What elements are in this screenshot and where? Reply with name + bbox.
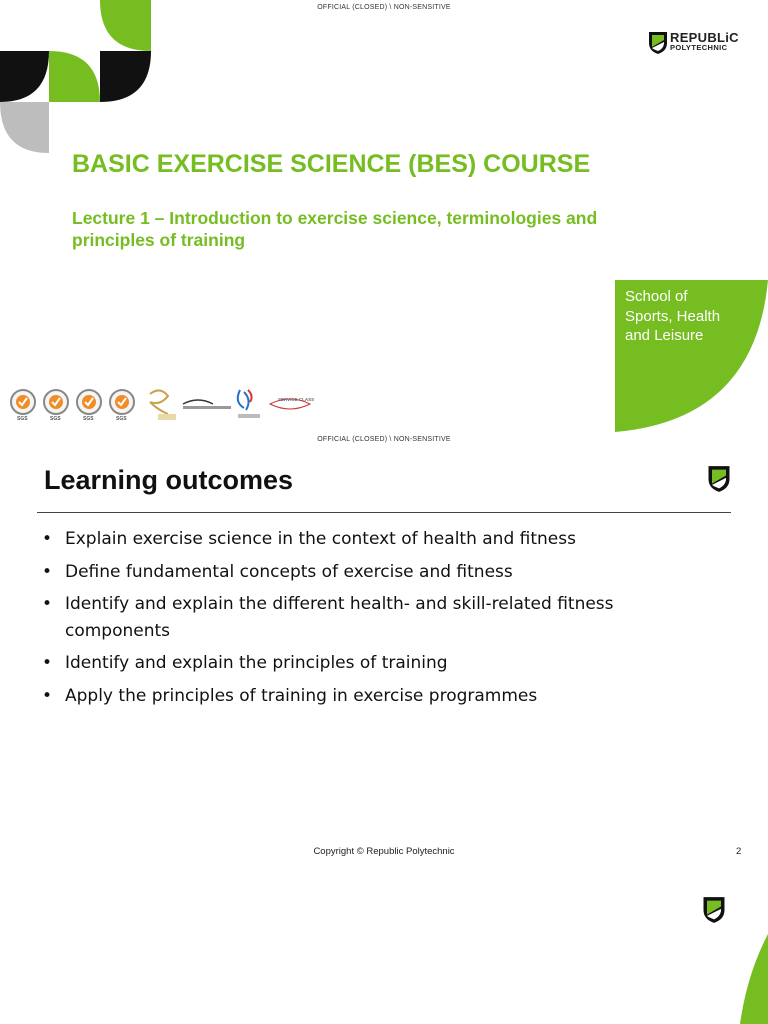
outcome-text: Identify and explain the principles of training: [65, 653, 448, 673]
outcome-text: Apply the principles of training in exercise programmes: [65, 685, 538, 706]
copyright-footer: Copyright © Republic Polytechnic: [313, 846, 455, 857]
badge-sgs-label: SGS: [17, 416, 28, 422]
outcomes-list: [40, 526, 700, 715]
decorative-shapes: [0, 0, 160, 160]
school-line: and Leisure: [625, 327, 704, 344]
shield-icon: [707, 465, 731, 493]
badge-sgs-label: SGS: [83, 416, 94, 422]
classification-label: OFFICIAL (CLOSED) \ NON-SENSITIVE: [317, 436, 451, 443]
outcome-text: Define fundamental concepts of exercise and fitness: [65, 561, 513, 582]
logo-text-polytechnic: POLYTECHNIC: [670, 43, 728, 52]
republic-polytechnic-logo: [648, 31, 738, 57]
learning-outcomes-slide: [0, 432, 768, 864]
certification-badges-icon: [8, 384, 315, 424]
shield-icon: [648, 31, 668, 55]
corner-green-shape: [735, 934, 768, 1024]
accreditation-badges: [8, 384, 315, 424]
list-item: [40, 559, 700, 586]
next-slide-partial: [0, 864, 768, 1024]
page-number: 2: [736, 846, 742, 857]
logo-text-republic: REPUBLiC: [670, 30, 739, 45]
school-line: School of: [625, 288, 688, 305]
slide-title: Learning outcomes: [44, 465, 294, 495]
bullet: •: [42, 561, 53, 582]
title-divider: [37, 512, 731, 513]
bullet: •: [42, 685, 53, 706]
bullet: •: [42, 529, 53, 549]
outcome-text: Identify and explain the different health- and skill-related fitness components: [65, 594, 614, 641]
list-item: [40, 650, 700, 677]
badge-service-class-label: SERVICE CLASS: [278, 397, 315, 402]
bullet: •: [42, 594, 53, 614]
list-item: [40, 683, 700, 710]
badge-sgs-label: SGS: [50, 416, 61, 422]
list-item: [40, 526, 700, 553]
school-line: Sports, Health: [625, 307, 721, 325]
lecture-subtitle: Lecture 1 – Introduction to exercise science, terminologies and principles of training: [72, 208, 598, 250]
bullet: •: [42, 653, 53, 673]
list-item: [40, 591, 700, 644]
badge-sgs-label: SGS: [116, 416, 127, 422]
school-name: [625, 287, 755, 346]
shield-icon: [702, 896, 726, 924]
title-slide: [0, 0, 768, 432]
outcome-text: Explain exercise science in the context of health and fitness: [65, 529, 576, 549]
classification-label: OFFICIAL (CLOSED) \ NON-SENSITIVE: [317, 4, 451, 11]
course-title: BASIC EXERCISE SCIENCE (BES) COURSE: [72, 150, 591, 178]
